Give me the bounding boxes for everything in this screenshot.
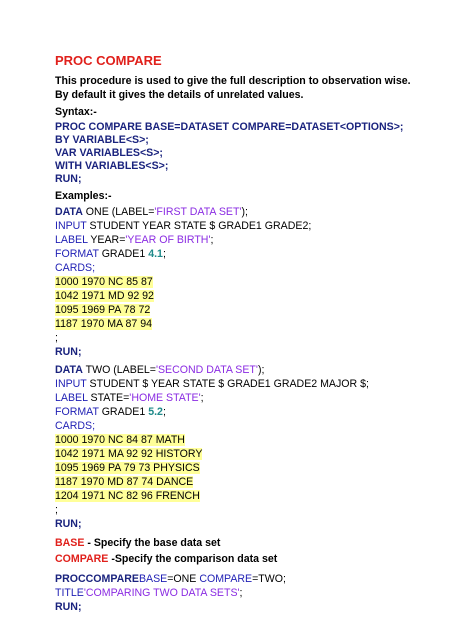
code-text: =TWO;	[252, 573, 286, 585]
ex2-data-row	[55, 475, 193, 489]
final-title-line	[55, 586, 243, 600]
keyword: BASE	[55, 537, 85, 549]
ex2-cards-line: CARDS;	[55, 420, 96, 432]
code-text: STUDENT YEAR STATE $ GRADE1 GRADE2;	[86, 220, 312, 232]
ex2-data-row	[55, 447, 202, 461]
code-text: ;	[239, 587, 243, 599]
syntax-heading: Syntax:-	[55, 106, 97, 118]
ex2-format-line	[55, 405, 166, 419]
keyword: DATA	[55, 364, 83, 376]
keyword: FORMAT	[55, 406, 99, 418]
code-text: ;	[162, 248, 166, 260]
keyword: FORMAT	[55, 248, 99, 260]
string-literal: 'FIRST DATA SET'	[154, 206, 242, 218]
ex1-semicolon: ;	[55, 332, 58, 344]
final-run: RUN;	[55, 601, 82, 613]
ex2-data-row	[55, 433, 185, 447]
ex1-run: RUN;	[55, 346, 82, 358]
keyword: INPUT	[55, 220, 87, 232]
ex1-data-row	[55, 289, 154, 303]
data-row-text: 1000 1970 NC 84 87 MATH	[55, 434, 185, 446]
syntax-line-2: BY VARIABLE<S>;	[55, 134, 149, 146]
string-literal: 'SECOND DATA SET'	[155, 364, 258, 376]
data-row-text: 1000 1970 NC 85 87	[55, 276, 153, 288]
option-keyword: BASE	[138, 573, 168, 585]
numeric-format: 5.2	[148, 406, 163, 418]
code-text: GRADE1	[98, 406, 149, 418]
ex1-data-row	[55, 275, 153, 289]
keyword: DATA	[55, 206, 83, 218]
ex1-label-line	[55, 233, 213, 247]
syntax-line-1: PROC COMPARE BASE=DATASET COMPARE=DATASET<OPTIONS>;	[55, 121, 404, 133]
keyword: INPUT	[55, 378, 87, 390]
ex1-cards-line: CARDS;	[55, 262, 96, 274]
numeric-format: 4.1	[148, 248, 163, 260]
ex2-data-line	[55, 363, 264, 377]
final-proc-line	[55, 572, 286, 586]
code-text: STUDENT $ YEAR STATE $ GRADE1 GRADE2 MAJOR $;	[86, 378, 369, 390]
data-row-text: 1187 1970 MD 87 74 DANCE	[55, 476, 194, 488]
keyword: TITLE	[55, 587, 84, 599]
ex1-data-row	[55, 303, 150, 317]
syntax-line-3: VAR VARIABLES<S>;	[55, 147, 163, 159]
definition-text: - Specify the base data set	[84, 537, 221, 549]
code-text: ONE (LABEL=	[82, 206, 155, 218]
code-text: ;	[210, 234, 214, 246]
code-text: TWO (LABEL=	[82, 364, 156, 376]
keyword: COMPARE	[55, 553, 109, 565]
data-row-text: 1095 1969 PA 78 72	[55, 304, 151, 316]
code-text: );	[241, 206, 248, 218]
code-text: =ONE	[167, 573, 200, 585]
code-text: ;	[162, 406, 166, 418]
data-row-text: 1204 1971 NC 82 96 FRENCH	[55, 490, 200, 502]
code-text: ;	[200, 392, 204, 404]
ex1-format-line	[55, 247, 166, 261]
ex1-input-line	[55, 219, 311, 233]
data-row-text: 1187 1970 MA 87 94	[55, 318, 152, 330]
string-literal: 'YEAR OF BIRTH'	[125, 234, 211, 246]
compare-definition	[55, 552, 277, 566]
intro-line-1: This procedure is used to give the full description to observation wise.	[55, 75, 411, 87]
code-text: STATE=	[87, 392, 130, 404]
code-text: GRADE1	[98, 248, 149, 260]
code-text: YEAR=	[87, 234, 126, 246]
syntax-line-5: RUN;	[55, 173, 82, 185]
syntax-line-4: WITH VARIABLES<S>;	[55, 160, 169, 172]
data-row-text: 1095 1969 PA 79 73 PHYSICS	[55, 462, 200, 474]
data-row-text: 1042 1971 MA 92 92 HISTORY	[55, 448, 203, 460]
data-row-text: 1042 1971 MD 92 92	[55, 290, 154, 302]
ex2-run: RUN;	[55, 518, 82, 530]
definition-text: -Specify the comparison data set	[108, 553, 278, 565]
option-keyword: COMPARE	[199, 573, 253, 585]
ex2-label-line	[55, 391, 204, 405]
code-text: );	[257, 364, 265, 376]
ex2-input-line	[55, 377, 369, 391]
keyword: PROCCOMPARE	[55, 573, 139, 585]
ex1-data-line	[55, 205, 248, 219]
ex2-data-row	[55, 489, 200, 503]
ex2-semicolon: ;	[55, 504, 58, 516]
string-literal: 'HOME STATE'	[129, 392, 201, 404]
intro-line-2: By default it gives the details of unrelated values.	[55, 89, 304, 101]
keyword: LABEL	[55, 392, 88, 404]
ex1-data-row	[55, 317, 152, 331]
keyword: LABEL	[55, 234, 88, 246]
examples-heading: Examples:-	[55, 190, 112, 202]
string-literal: 'COMPARING TWO DATA SETS'	[83, 587, 240, 599]
ex2-data-row	[55, 461, 200, 475]
page-title: PROC COMPARE	[55, 53, 162, 68]
base-definition	[55, 536, 220, 550]
